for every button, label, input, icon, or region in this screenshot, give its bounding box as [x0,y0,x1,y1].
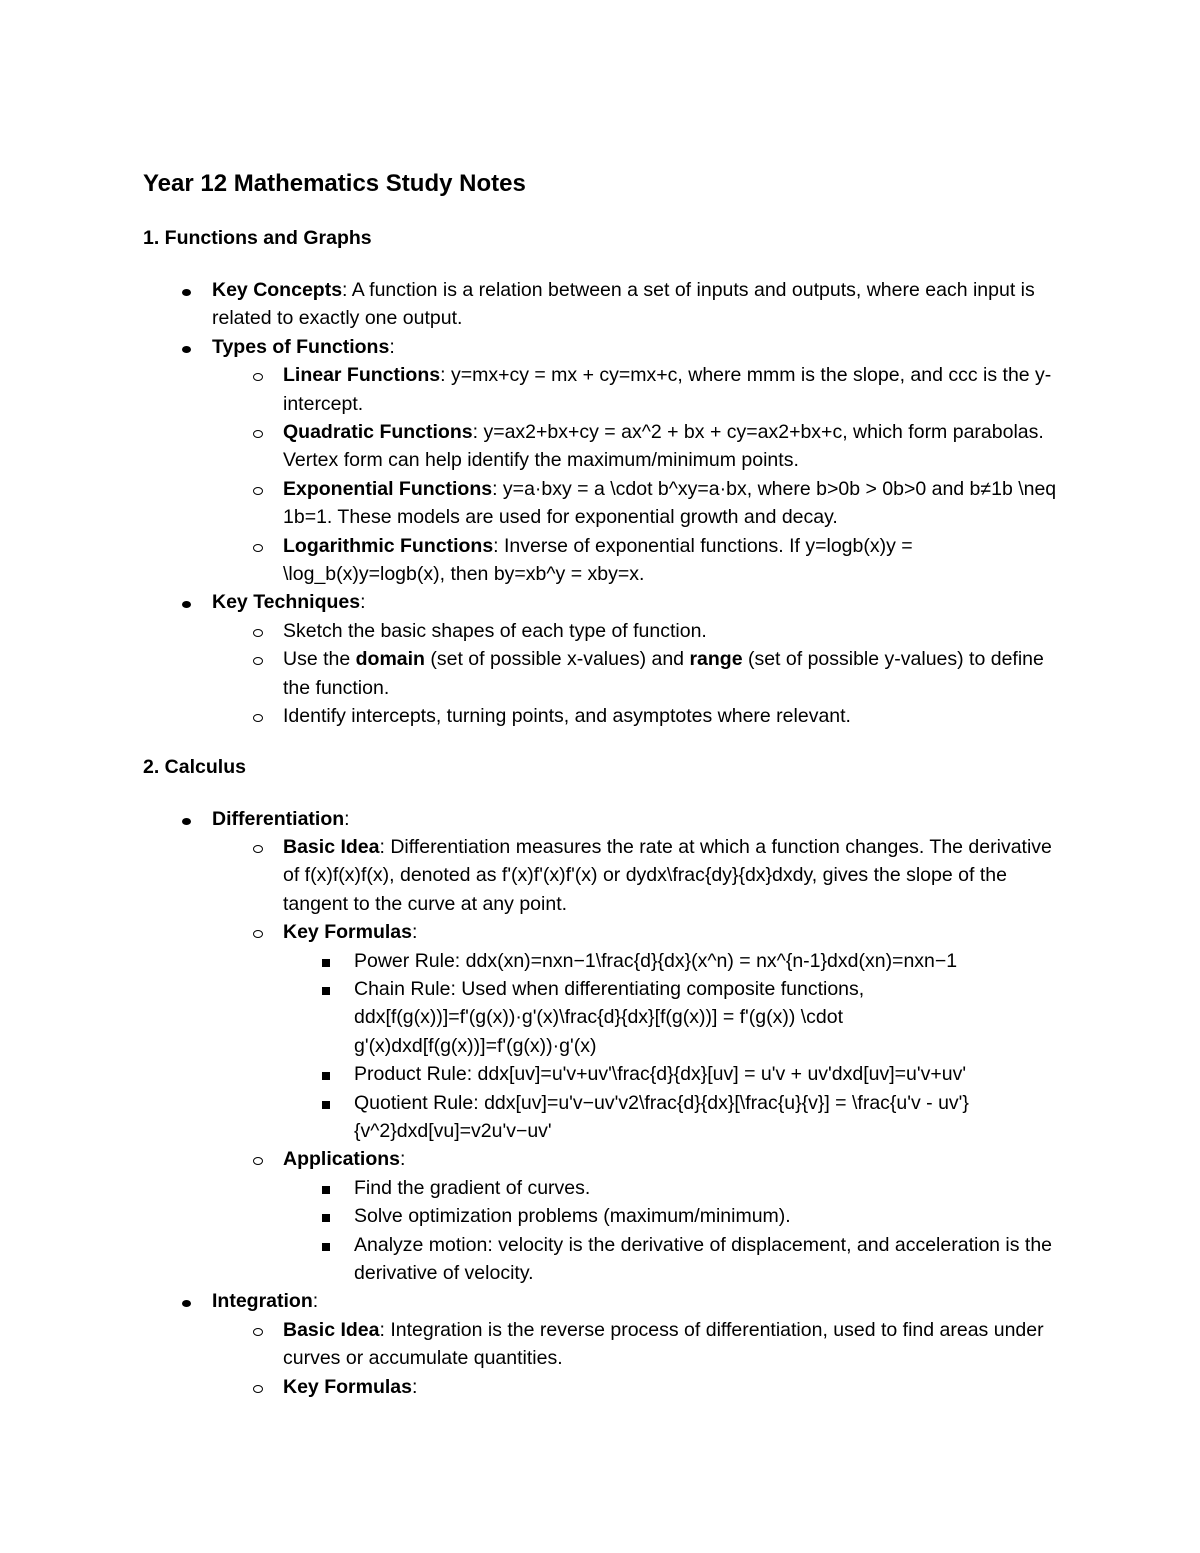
list-item-domain-range [212,645,1063,702]
bullet-dot-icon [176,805,196,833]
list-item-optimization [283,1202,1063,1230]
differentiation-sublist [212,833,1063,1288]
section-heading-functions-and-graphs: 1. Functions and Graphs [143,227,372,249]
bullet-dot-icon [176,1287,196,1315]
item-text: Sketch the basic shapes of each type of function. [283,619,707,642]
list-item-logarithmic [212,532,1063,589]
list-item-linear [212,361,1063,418]
bullet-dot-icon [176,588,196,616]
list-item-applications [212,1145,1063,1287]
term-label: Basic Idea [283,835,380,858]
item-text: Power Rule: ddx(xn)=nxn−1\frac{d}{dx}(x^n) = nx^{n-1}dxd(xn)=nxn−1 [354,949,958,972]
item-text: : y=ax2+bx+cy = ax^2 + bx + cy=ax2+bx+c, which form parabolas. Vertex form can help identify the maximum/minimum points. [283,421,1044,472]
item-text: : A function is a relation between a set of inputs and outputs, where each input is related to exactly one output. [212,279,1035,330]
document-page [143,168,1063,1401]
item-text: : [389,335,395,358]
item-text: : y=mx+cy = mx + cy=mx+c, where mmm is the slope, and ccc is the y-intercept. [283,364,1052,415]
term-label: Quadratic Functions [283,421,473,444]
list-item-integration-basic-idea [212,1316,1063,1373]
bullet-ring-icon [248,918,268,946]
term-range: range [689,648,743,671]
item-text: : [411,1375,418,1398]
item-text: : [411,921,418,944]
item-text: Quotient Rule: ddx[uv]=u'v−uv'v2\frac{d}{dx}[\frac{u}{v}] = \frac{u'v - uv'}{v^2}dxd[vu]=v2u'v−uv' [354,1091,969,1142]
item-text: Product Rule: ddx[uv]=u'v+uv'\frac{d}{dx}[uv] = u'v + uv'dxd[uv]=u'v+uv' [354,1063,967,1086]
bullet-square-icon [316,1060,336,1088]
item-text: : y=a·bxy = a \cdot b^xy=a·bx, where b>0b > 0b>0 and b≠1b \neq 1b=1. These models are used for exponential growth and decay. [283,477,1057,529]
list-item-basic-idea [212,833,1063,918]
bullet-ring-icon [248,702,268,730]
term-domain: domain [355,648,425,671]
applications-sublist [283,1174,1063,1288]
bullet-square-icon [316,1174,336,1202]
techniques-sublist [212,617,1063,731]
bullet-ring-icon [248,418,268,446]
term-label: Basic Idea [283,1318,380,1341]
term-label: Exponential Functions [283,477,493,500]
list-item-power-rule [283,947,1063,975]
item-text: : [400,1148,406,1171]
list-item-key-concepts [143,276,1063,333]
term-label: Linear Functions [283,364,441,387]
list-item-gradient [283,1174,1063,1202]
types-sublist [212,361,1063,588]
term-label: Key Formulas [283,1375,412,1398]
list-item-key-formulas [212,918,1063,1145]
document-title: Year 12 Mathematics Study Notes [143,170,526,197]
bullet-ring-icon [248,361,268,389]
bullet-ring-icon [248,1316,268,1344]
section-heading-calculus: 2. Calculus [143,755,246,778]
list-item-integration-key-formulas [212,1373,1063,1401]
list-item-types-of-functions [143,333,1063,589]
list-item-differentiation [143,805,1063,1288]
list-item-intercepts [212,702,1063,730]
bullet-dot-icon [176,276,196,304]
bullet-ring-icon [248,1373,268,1401]
term-label: Differentiation [212,807,345,830]
list-item-quotient-rule [283,1089,1063,1146]
item-text: : Integration is the reverse process of differentiation, used to find areas under curves or accumulate quantities. [283,1318,1044,1370]
item-text: Chain Rule: Used when differentiating composite functions, ddx[f(g(x))]=f'(g(x))·g'(x)\frac{d}{dx}[f(g(x))] = f'(g(x)) \cdot g'(x)dxd[f(g(x))]=f'(g(x))·g'(x) [354,977,865,1057]
calculus-list [143,805,1063,1402]
term-label: Key Techniques [212,591,361,614]
item-text: : [344,807,350,830]
term-label: Types of Functions [212,335,390,358]
term-label: Logarithmic Functions [283,534,494,557]
list-item-integration [143,1287,1063,1401]
item-text: : Inverse of exponential functions. If y=logb(x)y = \log_b(x)y=logb(x), then by=xb^y = xby=x. [283,534,913,586]
formulas-sublist [283,947,1063,1146]
list-item-sketch [212,617,1063,645]
item-text: Identify intercepts, turning points, and asymptotes where relevant. [283,705,851,728]
bullet-square-icon [316,947,336,975]
item-text: Analyze motion: velocity is the derivative of displacement, and acceleration is the derivative of velocity. [354,1233,1053,1284]
bullet-ring-icon [248,645,268,673]
bullet-dot-icon [176,333,196,361]
item-text: (set of possible x-values) and [424,648,690,671]
bullet-square-icon [316,1231,336,1259]
item-text: Solve optimization problems (maximum/minimum). [354,1205,791,1228]
list-item-quadratic [212,418,1063,475]
term-label: Key Formulas [283,921,412,944]
bullet-square-icon [316,1202,336,1230]
list-item-chain-rule [283,975,1063,1060]
list-item-exponential [212,475,1063,532]
term-label: Integration [212,1290,313,1313]
bullet-ring-icon [248,833,268,861]
list-item-key-techniques [143,588,1063,730]
bullet-ring-icon [248,617,268,645]
list-item-product-rule [283,1060,1063,1088]
integration-sublist [212,1316,1063,1401]
item-text: (set of possible y-values) to define the function. [283,648,1044,699]
list-item-motion [283,1231,1063,1288]
item-text: : [360,591,366,614]
item-text: Use the [283,648,356,671]
item-text: : Differentiation measures the rate at which a function changes. The derivative of f(x)f(x)f(x), denoted as f'(x)f'(x)f'(x) or dydx\frac{dy}{dx}dxdy, gives the slope of the tangent to the curve at any point. [283,835,1052,915]
item-text: : [312,1290,319,1313]
bullet-ring-icon [248,1145,268,1173]
bullet-square-icon [316,1089,336,1117]
item-text: Find the gradient of curves. [354,1176,591,1199]
term-label: Applications [283,1148,401,1171]
functions-list [143,276,1063,731]
bullet-square-icon [316,975,336,1003]
bullet-ring-icon [248,532,268,560]
bullet-ring-icon [248,475,268,503]
term-label: Key Concepts [212,279,343,301]
